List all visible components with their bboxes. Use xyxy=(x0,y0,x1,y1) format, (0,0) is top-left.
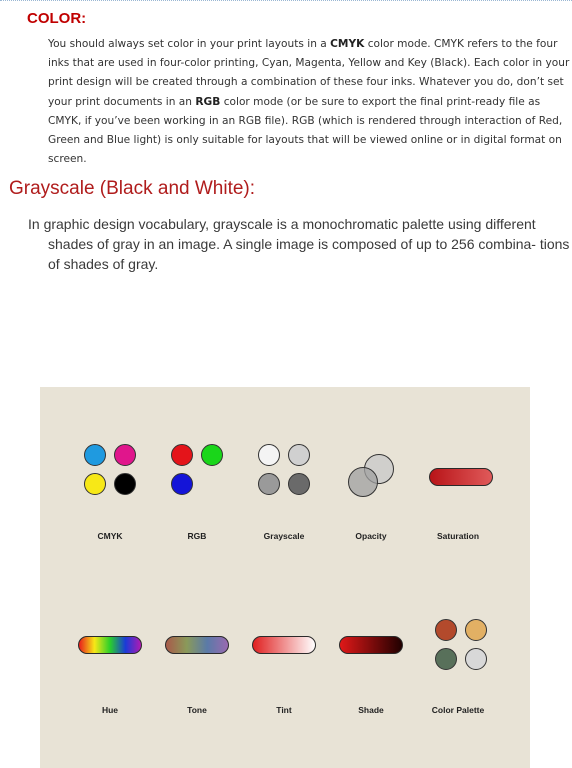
opacity-label: Opacity xyxy=(355,531,387,541)
shade-label: Shade xyxy=(358,705,384,715)
color-heading: COLOR: xyxy=(27,10,87,27)
black-dot xyxy=(114,473,136,495)
red-dot xyxy=(171,444,193,466)
saturation-bar xyxy=(429,468,493,486)
grayscale-heading: Grayscale (Black and White): xyxy=(9,178,256,199)
magenta-dot xyxy=(114,444,136,466)
opacity-front-circle xyxy=(348,467,378,497)
tint-label: Tint xyxy=(276,705,292,715)
rgb-bold: RGB xyxy=(195,95,221,108)
tone-bar xyxy=(165,636,229,654)
hue-bar xyxy=(78,636,142,654)
grayscale-label: Grayscale xyxy=(263,531,305,541)
yellow-dot xyxy=(84,473,106,495)
gray-dot-2 xyxy=(288,444,310,466)
palette-green-dot xyxy=(435,648,457,670)
top-dotted-rule xyxy=(0,0,572,1)
gray-dot-3 xyxy=(258,473,280,495)
green-dot xyxy=(201,444,223,466)
grayscale-paragraph: In graphic design vocabulary, grayscale is a monochromatic palette using different shades of gray in an image. A single image is composed of up to 256 combina- tions of shades of gray. xyxy=(28,216,570,272)
saturation-label: Saturation xyxy=(436,531,480,541)
palette-gray-dot xyxy=(465,648,487,670)
gray-dot-4 xyxy=(288,473,310,495)
blue-dot xyxy=(171,473,193,495)
color-text-3: color mode (or be sure to export the final print-ready file as CMYK, if you’ve been working in an RGB file). RGB (which is rendered through interaction of Red, Green and Blue light) is only suitable for layouts that will be viewed online or in digital format on screen. xyxy=(48,95,563,166)
cmyk-bold: CMYK xyxy=(330,38,365,50)
shade-bar xyxy=(339,636,403,654)
tone-label: Tone xyxy=(187,705,207,715)
color-text-2: color mode. CMYK refers to the four inks that are used in four-color printing, Cyan, Magenta, Yellow and Key (Black). Each color in your print design will be created through a combination of these four inks. Whatever you do, don’t set your print documents in an xyxy=(48,38,570,108)
cmyk-label: CMYK xyxy=(97,531,123,541)
color-terms-illustration xyxy=(40,387,530,768)
color-text-1: You should always set color in your print layouts in a xyxy=(48,38,331,50)
color-palette-label: Color Palette xyxy=(431,705,485,715)
color-paragraph xyxy=(48,35,570,169)
cyan-dot xyxy=(84,444,106,466)
palette-tan-dot xyxy=(465,619,487,641)
hue-label: Hue xyxy=(101,705,119,715)
rgb-label: RGB xyxy=(187,531,207,541)
gray-dot-1 xyxy=(258,444,280,466)
palette-rust-dot xyxy=(435,619,457,641)
tint-bar xyxy=(252,636,316,654)
